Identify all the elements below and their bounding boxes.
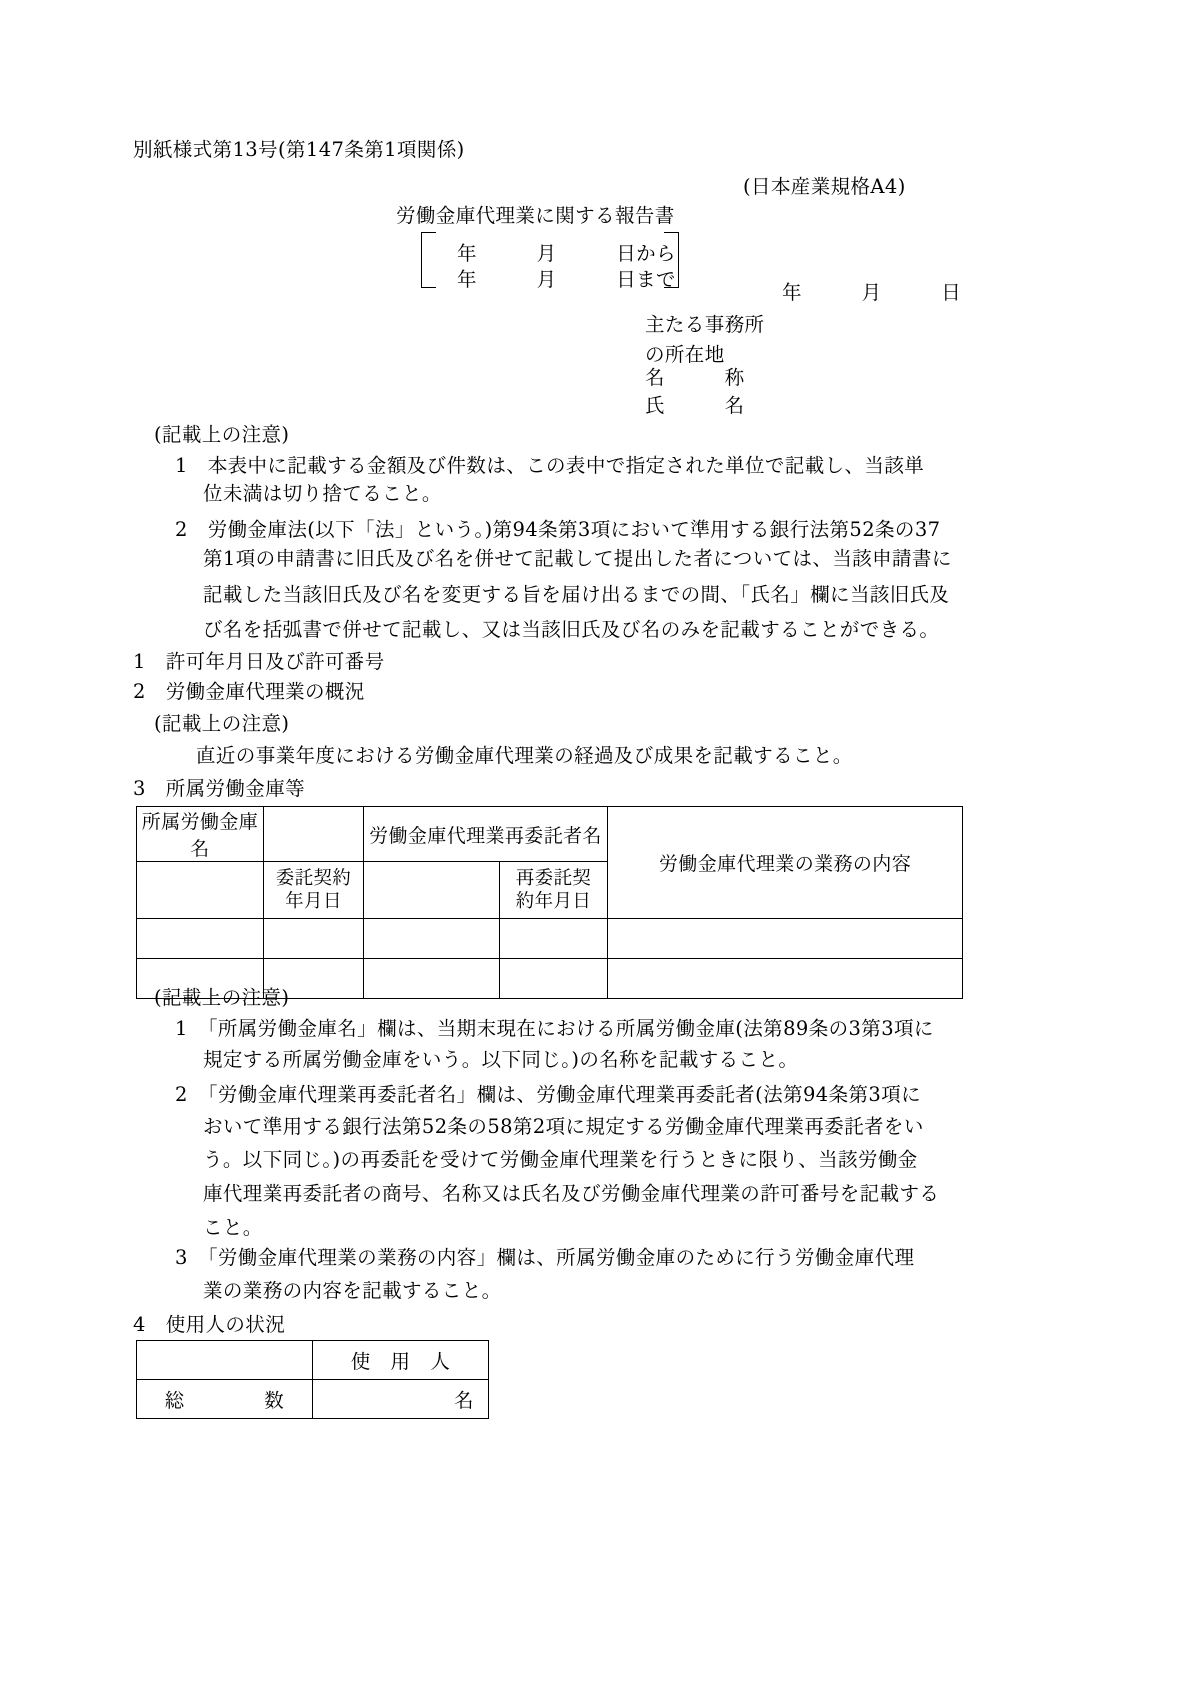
notes-top-item-2-line-1: 2 労働金庫法(以下「法」という。)第94条第3項において準用する銀行法第52条の37 (175, 518, 941, 541)
note-number: 3 (175, 1246, 208, 1269)
notes-bottom-item-2-line-3: う。以下同じ。)の再委託を受けて労働金庫代理業を行うときに限り、当該労働金 (203, 1148, 918, 1171)
table-row[interactable] (137, 919, 963, 959)
header-resubcontract-date-line2: 約年月日 (515, 891, 592, 912)
notes-bottom-item-2-line-4: 庫代理業再委託者の商号、名称又は氏名及び労働金庫代理業の許可番号を記載する (203, 1182, 940, 1205)
notes-bottom-item-2-line-2: おいて準用する銀行法第52条の58第2項に規定する労働金庫代理業再委託者をい (203, 1115, 924, 1138)
note-number: 1 (175, 454, 208, 477)
section-3-heading: 3 所属労働金庫等 (133, 777, 306, 800)
note-number: 2 (175, 1083, 208, 1106)
main-office-address-label-line1: 主たる事務所 (645, 313, 765, 336)
submission-date-field[interactable]: 年 月 日 (782, 281, 962, 304)
cell-subagent-name[interactable] (364, 959, 500, 999)
note-number: 2 (175, 518, 208, 541)
form-number: 別紙様式第13号(第147条第1項関係) (133, 138, 465, 161)
table-header-row-top (137, 807, 963, 862)
period-from-field[interactable]: 年 月 日から (457, 242, 676, 265)
header-subagent-name-spacer (364, 862, 500, 919)
notes-top-item-1-line-2: 位未満は切り捨てること。 (203, 482, 442, 505)
staff-table-row[interactable] (137, 1380, 489, 1419)
notes-top-item-2-line-4: び名を括弧書で併せて記載し、又は当該旧氏及び名のみを記載することができる。 (203, 618, 940, 641)
header-resubcontract-date-line1: 再委託契 (515, 867, 592, 889)
header-contract-date-line1: 委託契約 (275, 867, 352, 889)
notes-bottom-item-2-line-5: こと。 (203, 1216, 263, 1239)
staff-count-table (136, 1340, 489, 1419)
cell-resubcontract-date[interactable] (500, 959, 608, 999)
notes-top-title: (記載上の注意) (154, 423, 290, 446)
main-office-address-label-line2: の所在地 (645, 343, 725, 366)
notes-bottom-item-1-line-2: 規定する所属労働金庫をいう。以下同じ。)の名称を記載すること。 (203, 1048, 799, 1071)
paper-size-label: (日本産業規格A4) (743, 175, 906, 198)
staff-table-header-row (137, 1341, 489, 1380)
notes-bottom-item-2-line-1: 2 「労働金庫代理業再委託者名」欄は、労働金庫代理業再委託者(法第94条第3項に (175, 1083, 921, 1106)
section-2-heading: 2 労働金庫代理業の概況 (133, 680, 365, 703)
header-contract-date (264, 862, 364, 919)
period-to-field[interactable]: 年 月 日まで (457, 268, 676, 291)
notes-bottom-title: (記載上の注意) (154, 986, 290, 1009)
staff-total-value[interactable]: 名 (313, 1380, 489, 1419)
notes-top-item-2-line-2: 第1項の申請書に旧氏及び名を併せて記載して提出した者については、当該申請書に (203, 547, 952, 570)
cell-resubcontract-date[interactable] (500, 919, 608, 959)
notes-bottom-item-3-line-1: 3 「労働金庫代理業の業務の内容」欄は、所属労働金庫のために行う労働金庫代理 (175, 1246, 915, 1269)
header-spacer-contract-top (264, 807, 364, 862)
reporting-period-block (421, 232, 679, 291)
header-resubcontract-date (500, 862, 608, 919)
bracket-left-icon (421, 232, 436, 288)
section-4-heading: 4 使用人の状況 (133, 1313, 286, 1336)
person-name-label: 氏 名 (645, 394, 745, 417)
header-business-content: 労働金庫代理業の業務の内容 (608, 807, 963, 919)
section-2-note-title: (記載上の注意) (154, 712, 290, 735)
header-member-bank-name-spacer (137, 862, 264, 919)
section-2-note-body: 直近の事業年度における労働金庫代理業の経過及び成果を記載すること。 (196, 744, 853, 767)
notes-top-item-1-line-1: 1 本表中に記載する金額及び件数は、この表中で指定された単位で記載し、当該単 (175, 454, 925, 477)
staff-header-label: 使 用 人 (313, 1341, 489, 1380)
staff-header-blank (137, 1341, 313, 1380)
cell-subagent-name[interactable] (364, 919, 500, 959)
notes-bottom-item-1-line-1: 1 「所属労働金庫名」欄は、当期末現在における所属労働金庫(法第89条の3第3項に (175, 1017, 934, 1040)
notes-top-item-2-line-3: 記載した当該旧氏及び名を変更する旨を届け出るまでの間、「氏名」欄に当該旧氏及 (203, 583, 950, 606)
note-number: 1 (175, 1017, 208, 1040)
page-title: 労働金庫代理業に関する報告書 (396, 204, 675, 227)
member-bank-table (136, 806, 963, 999)
section-1-heading: 1 許可年月日及び許可番号 (133, 650, 385, 673)
staff-total-label: 総 数 (137, 1380, 313, 1419)
cell-member-bank-name[interactable] (137, 919, 264, 959)
header-contract-date-line2: 年月日 (285, 891, 342, 912)
company-name-label: 名 称 (645, 366, 745, 389)
header-member-bank-name: 所属労働金庫名 (137, 807, 264, 862)
cell-business-content[interactable] (608, 959, 963, 999)
cell-contract-date[interactable] (264, 919, 364, 959)
notes-bottom-item-3-line-2: 業の業務の内容を記載すること。 (203, 1279, 502, 1302)
cell-business-content[interactable] (608, 919, 963, 959)
header-subagent-name: 労働金庫代理業再委託者名 (364, 807, 608, 862)
